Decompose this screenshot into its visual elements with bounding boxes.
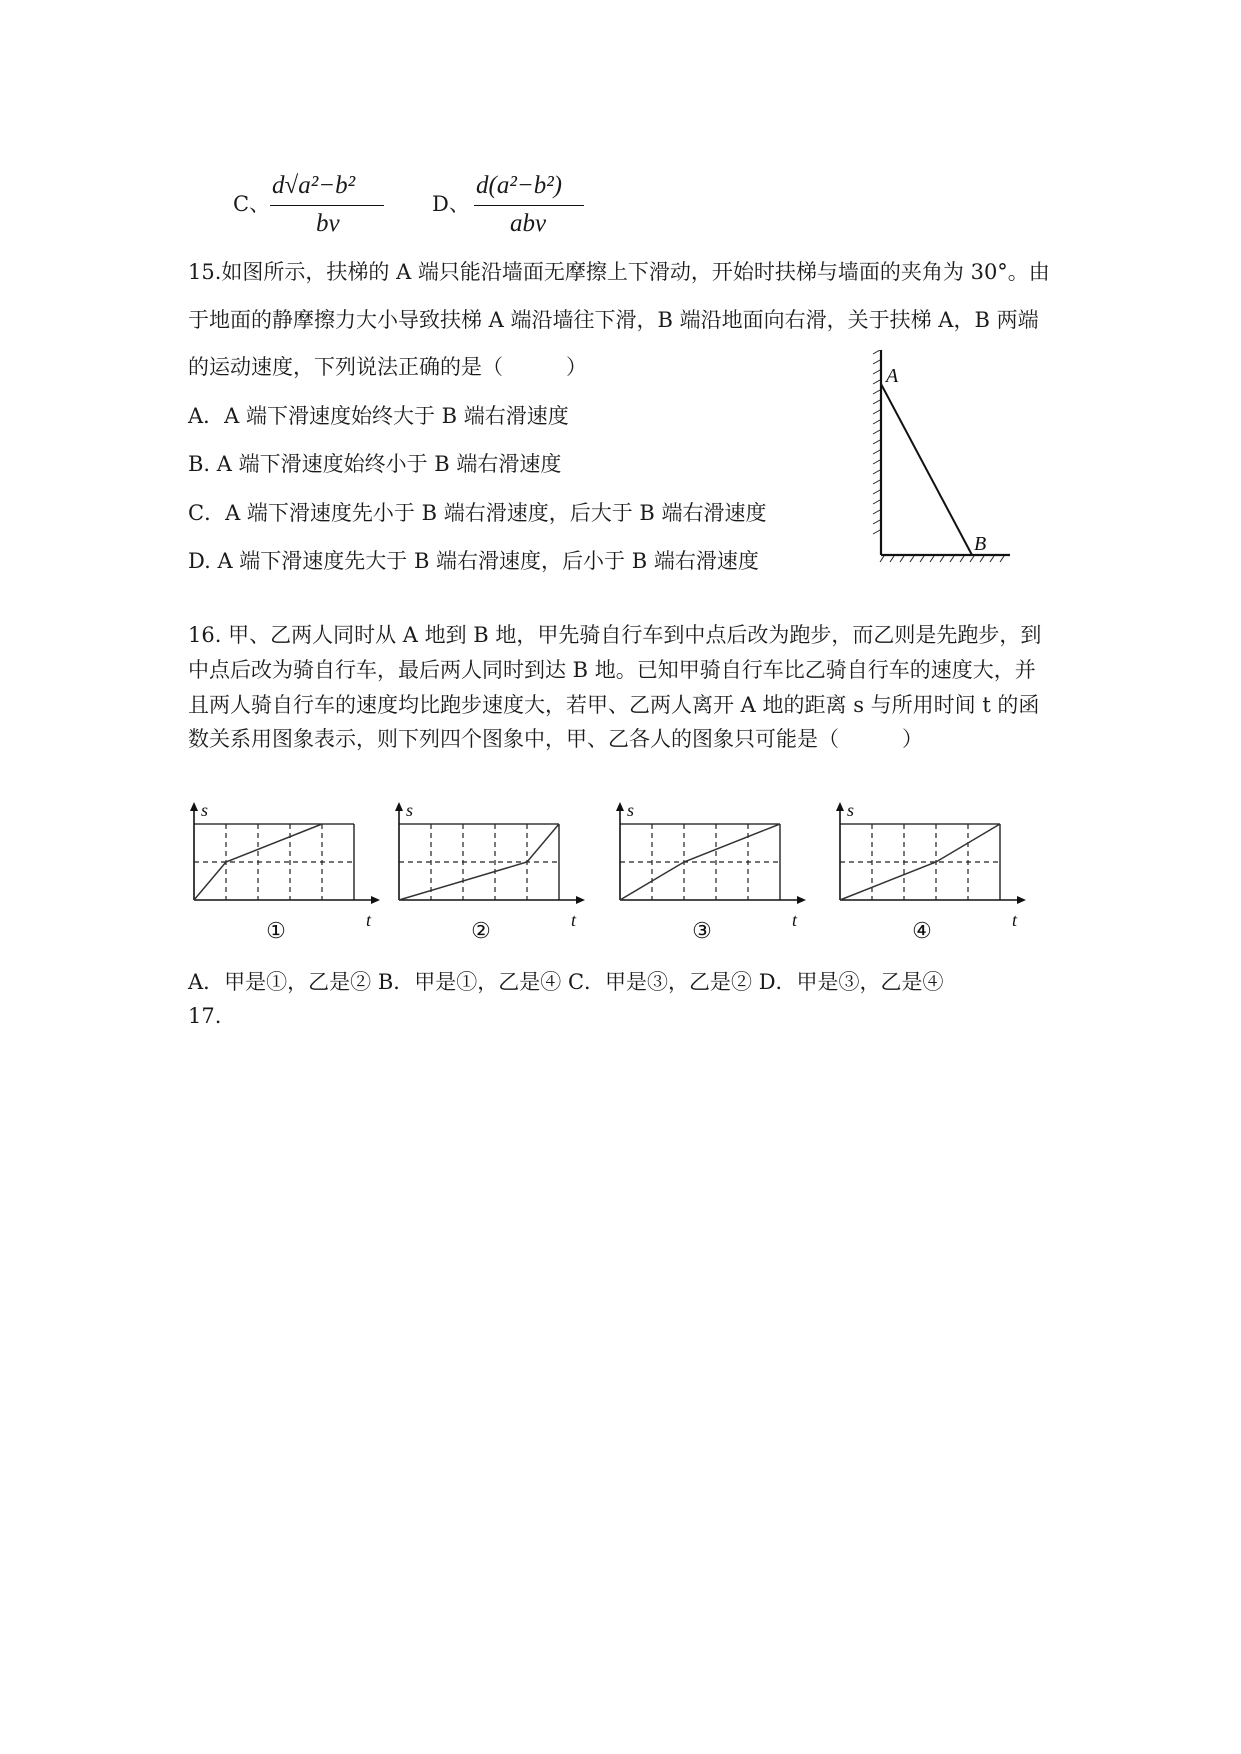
q17-label: 17. — [188, 1004, 222, 1028]
t-axis-arrow — [1017, 896, 1026, 904]
q16-graph-1 — [186, 800, 386, 950]
q14-option-c-numerator: d√a²−b² — [272, 172, 356, 199]
ladder-end-a-label: A — [886, 365, 899, 387]
q15-option-c: C．A 端下滑速度先小于 B 端右滑速度，后大于 B 端右滑速度 — [188, 501, 767, 525]
ladder-line — [881, 384, 972, 555]
s-axis-label: s — [847, 800, 855, 820]
ladder-end-b-label: B — [974, 533, 987, 555]
q16-graph-3-wrap — [612, 800, 812, 954]
q16-answer-options: A．甲是①，乙是② B．甲是①，乙是④ C．甲是③，乙是② D．甲是③，乙是④ — [188, 970, 944, 994]
s-axis-arrow — [616, 802, 624, 811]
t-axis-label: t — [571, 910, 577, 930]
q14-option-d-numerator: d(a²−b²) — [476, 172, 563, 199]
q14-option-d-label: D、 — [432, 192, 470, 216]
s-axis-label: s — [627, 800, 635, 820]
graph-number-label: ② — [471, 918, 491, 943]
q16-graph-3 — [612, 800, 812, 950]
q14-option-c-label: C、 — [233, 192, 271, 216]
q15-option-b: B. A 端下滑速度始终小于 B 端右滑速度 — [188, 452, 562, 476]
s-axis-arrow — [836, 802, 844, 811]
q16-stem-line-3: 且两人骑自行车的速度均比跑步速度大，若甲、乙两人离开 A 地的距离 s 与所用时间 t 的函 — [188, 693, 1040, 717]
q14-option-c-denominator: bv — [316, 210, 340, 237]
q16-graph-4-wrap — [832, 800, 1032, 954]
q16-stem-line-2: 中点后改为骑自行车，最后两人同时到达 B 地。已知甲骑自行车比乙骑自行车的速度大，并 — [188, 658, 1036, 682]
s-axis-label: s — [406, 800, 414, 820]
t-axis-label: t — [792, 910, 798, 930]
ground-hatching — [880, 556, 1004, 562]
t-axis-label: t — [366, 910, 372, 930]
q16-stem-line-1: 16. 甲、乙两人同时从 A 地到 B 地，甲先骑自行车到中点后改为跑步，而乙则是先跑步，到 — [188, 623, 1042, 647]
t-axis-arrow — [797, 896, 806, 904]
q16-graph-2 — [391, 800, 591, 950]
s-axis-label: s — [201, 800, 209, 820]
wall-hatching — [873, 350, 880, 534]
fraction-bar — [270, 205, 384, 206]
graph-number-label: ④ — [912, 918, 932, 943]
q15-stem-line-3: 的运动速度，下列说法正确的是（ ） — [188, 355, 587, 379]
q16-graph-1-wrap — [186, 800, 386, 954]
graph-number-label: ③ — [692, 918, 712, 943]
q16-stem-line-4: 数关系用图象表示，则下列四个图象中，甲、乙各人的图象只可能是（ ） — [188, 727, 923, 751]
ladder-figure — [866, 350, 1016, 565]
fraction-bar — [474, 205, 584, 206]
t-axis-label: t — [1012, 910, 1018, 930]
q15-option-a: A．A 端下滑速度始终大于 B 端右滑速度 — [188, 404, 569, 428]
q15-stem-line-1: 15.如图所示，扶梯的 A 端只能沿墙面无摩擦上下滑动，开始时扶梯与墙面的夹角为 30°。由 — [188, 260, 1050, 284]
q14-option-d-denominator: abv — [510, 210, 547, 237]
q16-graph-4 — [832, 800, 1032, 950]
t-axis-arrow — [576, 896, 585, 904]
q16-graph-2-wrap — [391, 800, 591, 954]
q15-stem-line-2: 于地面的静摩擦力大小导致扶梯 A 端沿墙往下滑，B 端沿地面向右滑，关于扶梯 A，B 两端 — [188, 308, 1039, 332]
t-axis-arrow — [371, 896, 380, 904]
s-axis-arrow — [190, 802, 198, 811]
graph-number-label: ① — [266, 918, 286, 943]
q15-option-d: D. A 端下滑速度先大于 B 端右滑速度，后小于 B 端右滑速度 — [188, 549, 759, 573]
s-axis-arrow — [395, 802, 403, 811]
